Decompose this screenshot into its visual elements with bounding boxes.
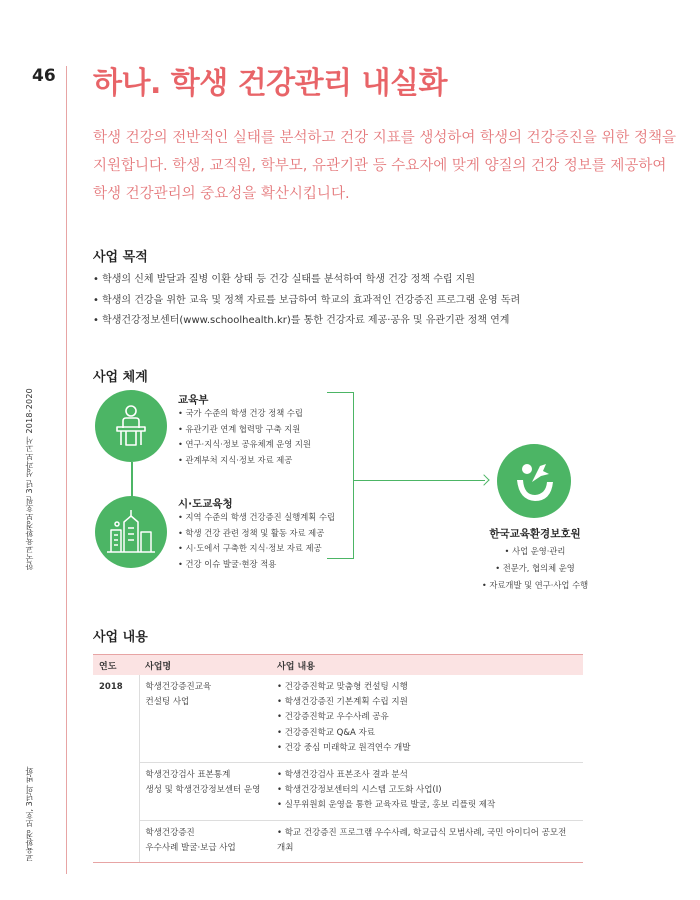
arrow-head-icon [478, 474, 489, 485]
column-header: 사업 내용 [271, 655, 583, 676]
project-content-cell [271, 820, 583, 862]
list-item: • 학생건강증진 기본계획 수립 지원 [277, 695, 577, 710]
flow-bracket [327, 392, 354, 559]
list-item: • 건강증진학교 맞춤형 컨설팅 시행 [277, 680, 577, 695]
ministry-label: 교육부 [178, 394, 209, 406]
column-header: 사업명 [139, 655, 271, 676]
keco-logo-icon [497, 444, 571, 518]
list-item: • 지역 수준의 학생 건강증진 실행계획 수립 [178, 510, 335, 526]
connector-line [131, 462, 133, 498]
list-item: • 학생건강정보센터의 시스템 고도화 사업(Ⅰ) [277, 783, 577, 798]
provincial-roles [178, 510, 335, 572]
page-title: 하나. 학생 건강관리 내실화 [93, 66, 448, 101]
list-item: • 학교 건강증진 프로그램 우수사례, 학교급식 모범사례, 국민 아이디어 공모전 개최 [277, 826, 577, 856]
list-item: • 학생의 건강을 위한 교육 및 정책 자료를 보급하여 학교의 효과적인 건강증진 프로그램 운영 독려 [93, 291, 520, 312]
list-item: • 국가 수준의 학생 건강 정책 수립 [178, 406, 311, 422]
column-header: 연도 [93, 655, 139, 676]
flow-arrow [353, 480, 485, 481]
keco-label: 한국교육환경보호원 [489, 528, 581, 540]
list-item: • 학생건강검사 표본조사 결과 분석 [277, 768, 577, 783]
ministry-circle [95, 390, 167, 462]
list-item: • 자료개발 및 연구·사업 수행 [450, 577, 620, 594]
project-content-cell [271, 675, 583, 763]
project-name-cell: 학생건강증진교육 컨설팅 사업 [139, 675, 271, 763]
list-item: • 연구·지식·정보 공유체계 운영 지원 [178, 437, 311, 453]
year-cell: 2018 [93, 675, 139, 863]
purpose-list [93, 270, 520, 332]
project-name-cell: 학생건강검사 표본통계 생성 및 학생건강정보센터 운영 [139, 763, 271, 821]
purpose-heading: 사업 목적 [93, 250, 148, 265]
table-header-row [93, 655, 583, 676]
page-number: 46 [32, 66, 56, 86]
list-item: • 시·도에서 구축한 지식·정보 자료 제공 [178, 541, 335, 557]
keco-roles [450, 543, 620, 594]
list-item: • 학생건강정보센터(www.schoolhealth.kr)를 통한 건강자료 제공·공유 및 유관기관 정책 연계 [93, 311, 520, 332]
list-item: • 사업 운영·관리 [450, 543, 620, 560]
margin-rule [66, 66, 67, 874]
list-item: • 전문가, 협의체 운영 [450, 560, 620, 577]
city-buildings-icon [95, 496, 167, 568]
provincial-circle [95, 496, 167, 568]
content-table [93, 654, 583, 863]
system-heading: 사업 체계 [93, 370, 148, 385]
list-item: • 건강 이슈 발굴·현장 적용 [178, 557, 335, 573]
list-item: • 학생 건강 관련 정책 및 활동 자료 제공 [178, 526, 335, 542]
side-running-title: 한국교육환경보호원 3년 성과보고서 2018-2020 [25, 388, 34, 570]
side-section-title: 교육환경 보호, 3년의 변화 [25, 766, 34, 862]
podium-icon [95, 390, 167, 462]
list-item: • 학생의 신체 발달과 질병 이환 상태 등 건강 실태를 분석하여 학생 건강 정책 수립 지원 [93, 270, 520, 291]
ministry-roles [178, 406, 311, 468]
intro-paragraph: 학생 건강의 전반적인 실태를 분석하고 건강 지표를 생성하여 학생의 건강증진을 위한 정책을 지원합니다. 학생, 교직원, 학부모, 유관기관 등 수요자에 맞게 양질의 건강 정보를 제공하여 학생 건강관리의 중요성을 확산시킵니다. [93, 130, 676, 202]
list-item: • 건강 중심 미래학교 원격연수 개발 [277, 741, 577, 756]
list-item: • 실무위원회 운영을 통한 교육자료 발굴, 홍보 리플릿 제작 [277, 798, 577, 813]
provincial-label: 시·도교육청 [178, 498, 233, 510]
list-item: • 건강증진학교 Q&A 자료 [277, 726, 577, 741]
list-item: • 건강증진학교 우수사례 공유 [277, 710, 577, 725]
content-heading: 사업 내용 [93, 630, 148, 645]
table-row [93, 763, 583, 821]
keco-circle [497, 444, 571, 518]
list-item: • 유관기관 연계 협력망 구축 지원 [178, 422, 311, 438]
table-row [93, 675, 583, 763]
project-name-cell: 학생건강증진 우수사례 발굴·보급 사업 [139, 820, 271, 862]
list-item: • 관계부처 지식·정보 자료 제공 [178, 453, 311, 469]
project-content-cell [271, 763, 583, 821]
table-row [93, 820, 583, 862]
